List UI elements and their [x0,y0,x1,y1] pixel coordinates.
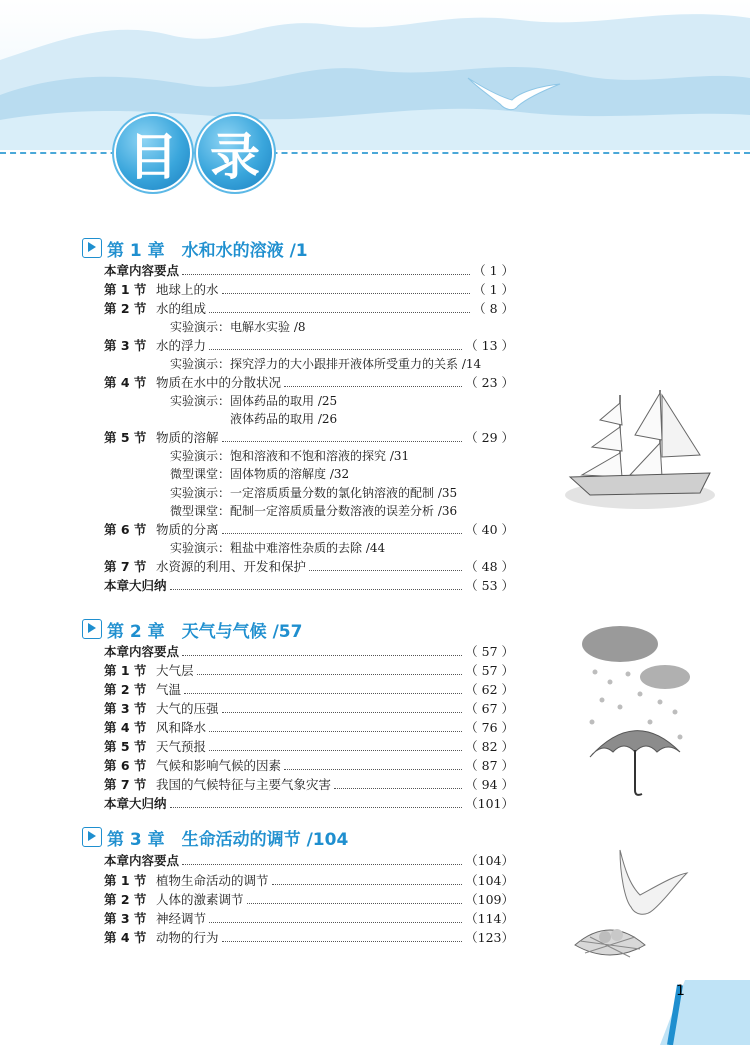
toc-entry[interactable] [104,374,514,392]
entry-page: （109） [465,892,514,907]
chapter-heading[interactable] [82,617,302,641]
leader-dots [284,386,462,387]
toc-entry[interactable] [104,558,514,576]
entry-page: （ 87 ） [465,758,514,773]
entry-text: 植物生命活动的调节 [156,873,269,888]
entry-page: （ 57 ） [465,644,514,659]
entry-text: 本章内容要点 [104,263,180,278]
toc-entry[interactable] [104,872,514,890]
toc-entry[interactable] [104,662,514,680]
leader-dots [197,674,463,675]
entry-page: （ 8 ） [473,301,514,316]
section-number: 第 7 节 [104,777,147,792]
toc-entry[interactable] [104,300,514,318]
sub-entry[interactable]: 实验演示：探究浮力的大小跟排开液体所受重力的关系 /14 [170,357,482,371]
page-corner-decoration [640,970,750,1045]
entry-page: （ 1 ） [473,282,514,297]
section-number: 第 3 节 [104,338,147,353]
arrow-icon [82,238,102,258]
chapter-title: 第 3 章 生命活动的调节 /104 [107,829,349,850]
entry-page: （ 76 ） [465,720,514,735]
entry-page: （ 57 ） [465,663,514,678]
section-number: 第 3 节 [104,911,147,926]
leader-dots [182,274,470,275]
section-number: 第 6 节 [104,522,147,537]
entry-page: （104） [465,853,514,868]
sub-entry[interactable]: 实验演示：粗盐中难溶性杂质的去除 /44 [170,541,386,555]
leader-dots [222,293,471,294]
sailboat-icon [560,385,715,515]
leader-dots [247,903,463,904]
section-number: 第 6 节 [104,758,147,773]
toc-entry[interactable] [104,337,514,355]
entry-text: 动物的行为 [156,930,219,945]
section-number: 第 1 节 [104,663,147,678]
entry-text: 神经调节 [156,911,207,926]
entry-page: （ 53 ） [465,578,514,593]
toc-entry[interactable] [104,700,514,718]
sub-entry[interactable]: 微型课堂：固体物质的溶解度 /32 [170,467,350,481]
toc-entry[interactable] [104,776,514,794]
sub-entry[interactable]: 实验演示：电解水实验 /8 [170,320,306,334]
entry-page: （104） [465,873,514,888]
section-number: 第 7 节 [104,559,147,574]
leader-dots [209,349,462,350]
leader-dots [222,441,463,442]
toc-entry[interactable] [104,757,514,775]
entry-page: （ 62 ） [465,682,514,697]
leader-dots [209,731,462,732]
chapter-heading[interactable] [82,825,348,849]
section-number: 第 5 节 [104,430,147,445]
entry-text: 天气预报 [156,739,207,754]
sub-entry[interactable]: 微型课堂：配制一定溶质质量分数溶液的误差分析 /36 [170,504,458,518]
section-number: 第 4 节 [104,375,147,390]
toc-entry[interactable] [104,521,514,539]
entry-text: 物质的分离 [156,522,219,537]
toc-entry[interactable] [104,852,514,870]
entry-page: （114） [465,911,514,926]
entry-text: 地球上的水 [156,282,219,297]
section-number: 第 1 节 [104,282,147,297]
leader-dots [222,533,463,534]
toc-entry[interactable] [104,910,514,928]
leader-dots [209,312,470,313]
entry-page: （ 23 ） [465,375,514,390]
leader-dots [272,884,463,885]
page-number: 1 [676,983,685,999]
toc-entry[interactable] [104,577,514,595]
sub-entry[interactable]: 实验演示：饱和溶液和不饱和溶液的探究 /31 [170,449,410,463]
entry-text: 气温 [156,682,182,697]
sub-entry[interactable]: 实验演示：固体药品的取用 /25 [170,394,338,408]
chapter-title: 第 1 章 水和水的溶液 /1 [107,240,308,261]
entry-page: （ 48 ） [465,559,514,574]
entry-text: 本章大归纳 [104,796,167,811]
sub-entry[interactable]: 实验演示：一定溶质质量分数的氯化钠溶液的配制 /35 [170,486,458,500]
entry-page: （ 67 ） [465,701,514,716]
leader-dots [309,570,462,571]
leader-dots [334,788,462,789]
section-number: 第 1 节 [104,873,147,888]
section-number: 第 4 节 [104,720,147,735]
entry-page: （ 29 ） [465,430,514,445]
sub-entry[interactable]: 液体药品的取用 /26 [170,412,338,426]
entry-page: （ 1 ） [473,263,514,278]
entry-text: 风和降水 [156,720,207,735]
arrow-icon [82,619,102,639]
entry-text: 物质的溶解 [156,430,219,445]
entry-text: 水的组成 [156,301,207,316]
entry-page: （ 82 ） [465,739,514,754]
entry-text: 大气层 [156,663,194,678]
entry-page: （101） [465,796,514,811]
section-number: 第 2 节 [104,301,147,316]
section-number: 第 3 节 [104,701,147,716]
toc-entry[interactable] [104,643,514,661]
toc-entry[interactable] [104,281,514,299]
leader-dots [184,693,462,694]
entry-page: （ 40 ） [465,522,514,537]
leader-dots [222,712,463,713]
entry-text: 大气的压强 [156,701,219,716]
entry-text: 我国的气候特征与主要气象灾害 [156,777,332,792]
rain-umbrella-icon [580,622,695,802]
leader-dots [209,922,462,923]
leader-dots [222,941,463,942]
section-number: 第 2 节 [104,892,147,907]
toc-entry[interactable] [104,929,514,947]
entry-text: 人体的激素调节 [156,892,244,907]
entry-text: 物质在水中的分散状况 [156,375,282,390]
entry-text: 本章内容要点 [104,853,180,868]
toc-entry[interactable] [104,429,514,447]
bird-nest-icon [565,845,690,970]
toc-entry[interactable] [104,738,514,756]
entry-text: 水资源的利用、开发和保护 [156,559,307,574]
entry-text: 气候和影响气候的因素 [156,758,282,773]
leader-dots [209,750,462,751]
title-char: 目 [116,116,190,190]
page-title [112,112,282,192]
leader-dots [170,589,463,590]
entry-page: （ 13 ） [465,338,514,353]
leader-dots [170,807,463,808]
section-number: 第 4 节 [104,930,147,945]
leader-dots [182,655,462,656]
toc-entry[interactable] [104,719,514,737]
title-char: 录 [198,116,272,190]
entry-page: （ 94 ） [465,777,514,792]
toc-entry[interactable] [104,262,514,280]
toc-entry[interactable] [104,681,514,699]
toc-entry[interactable] [104,891,514,909]
section-number: 第 5 节 [104,739,147,754]
toc-entry[interactable] [104,795,514,813]
leader-dots [182,864,462,865]
entry-text: 本章内容要点 [104,644,180,659]
chapter-title: 第 2 章 天气与气候 /57 [107,621,303,642]
arrow-icon [82,827,102,847]
entry-text: 水的浮力 [156,338,207,353]
section-number: 第 2 节 [104,682,147,697]
leader-dots [284,769,462,770]
entry-text: 本章大归纳 [104,578,167,593]
entry-page: （123） [465,930,514,945]
chapter-heading[interactable] [82,236,308,260]
